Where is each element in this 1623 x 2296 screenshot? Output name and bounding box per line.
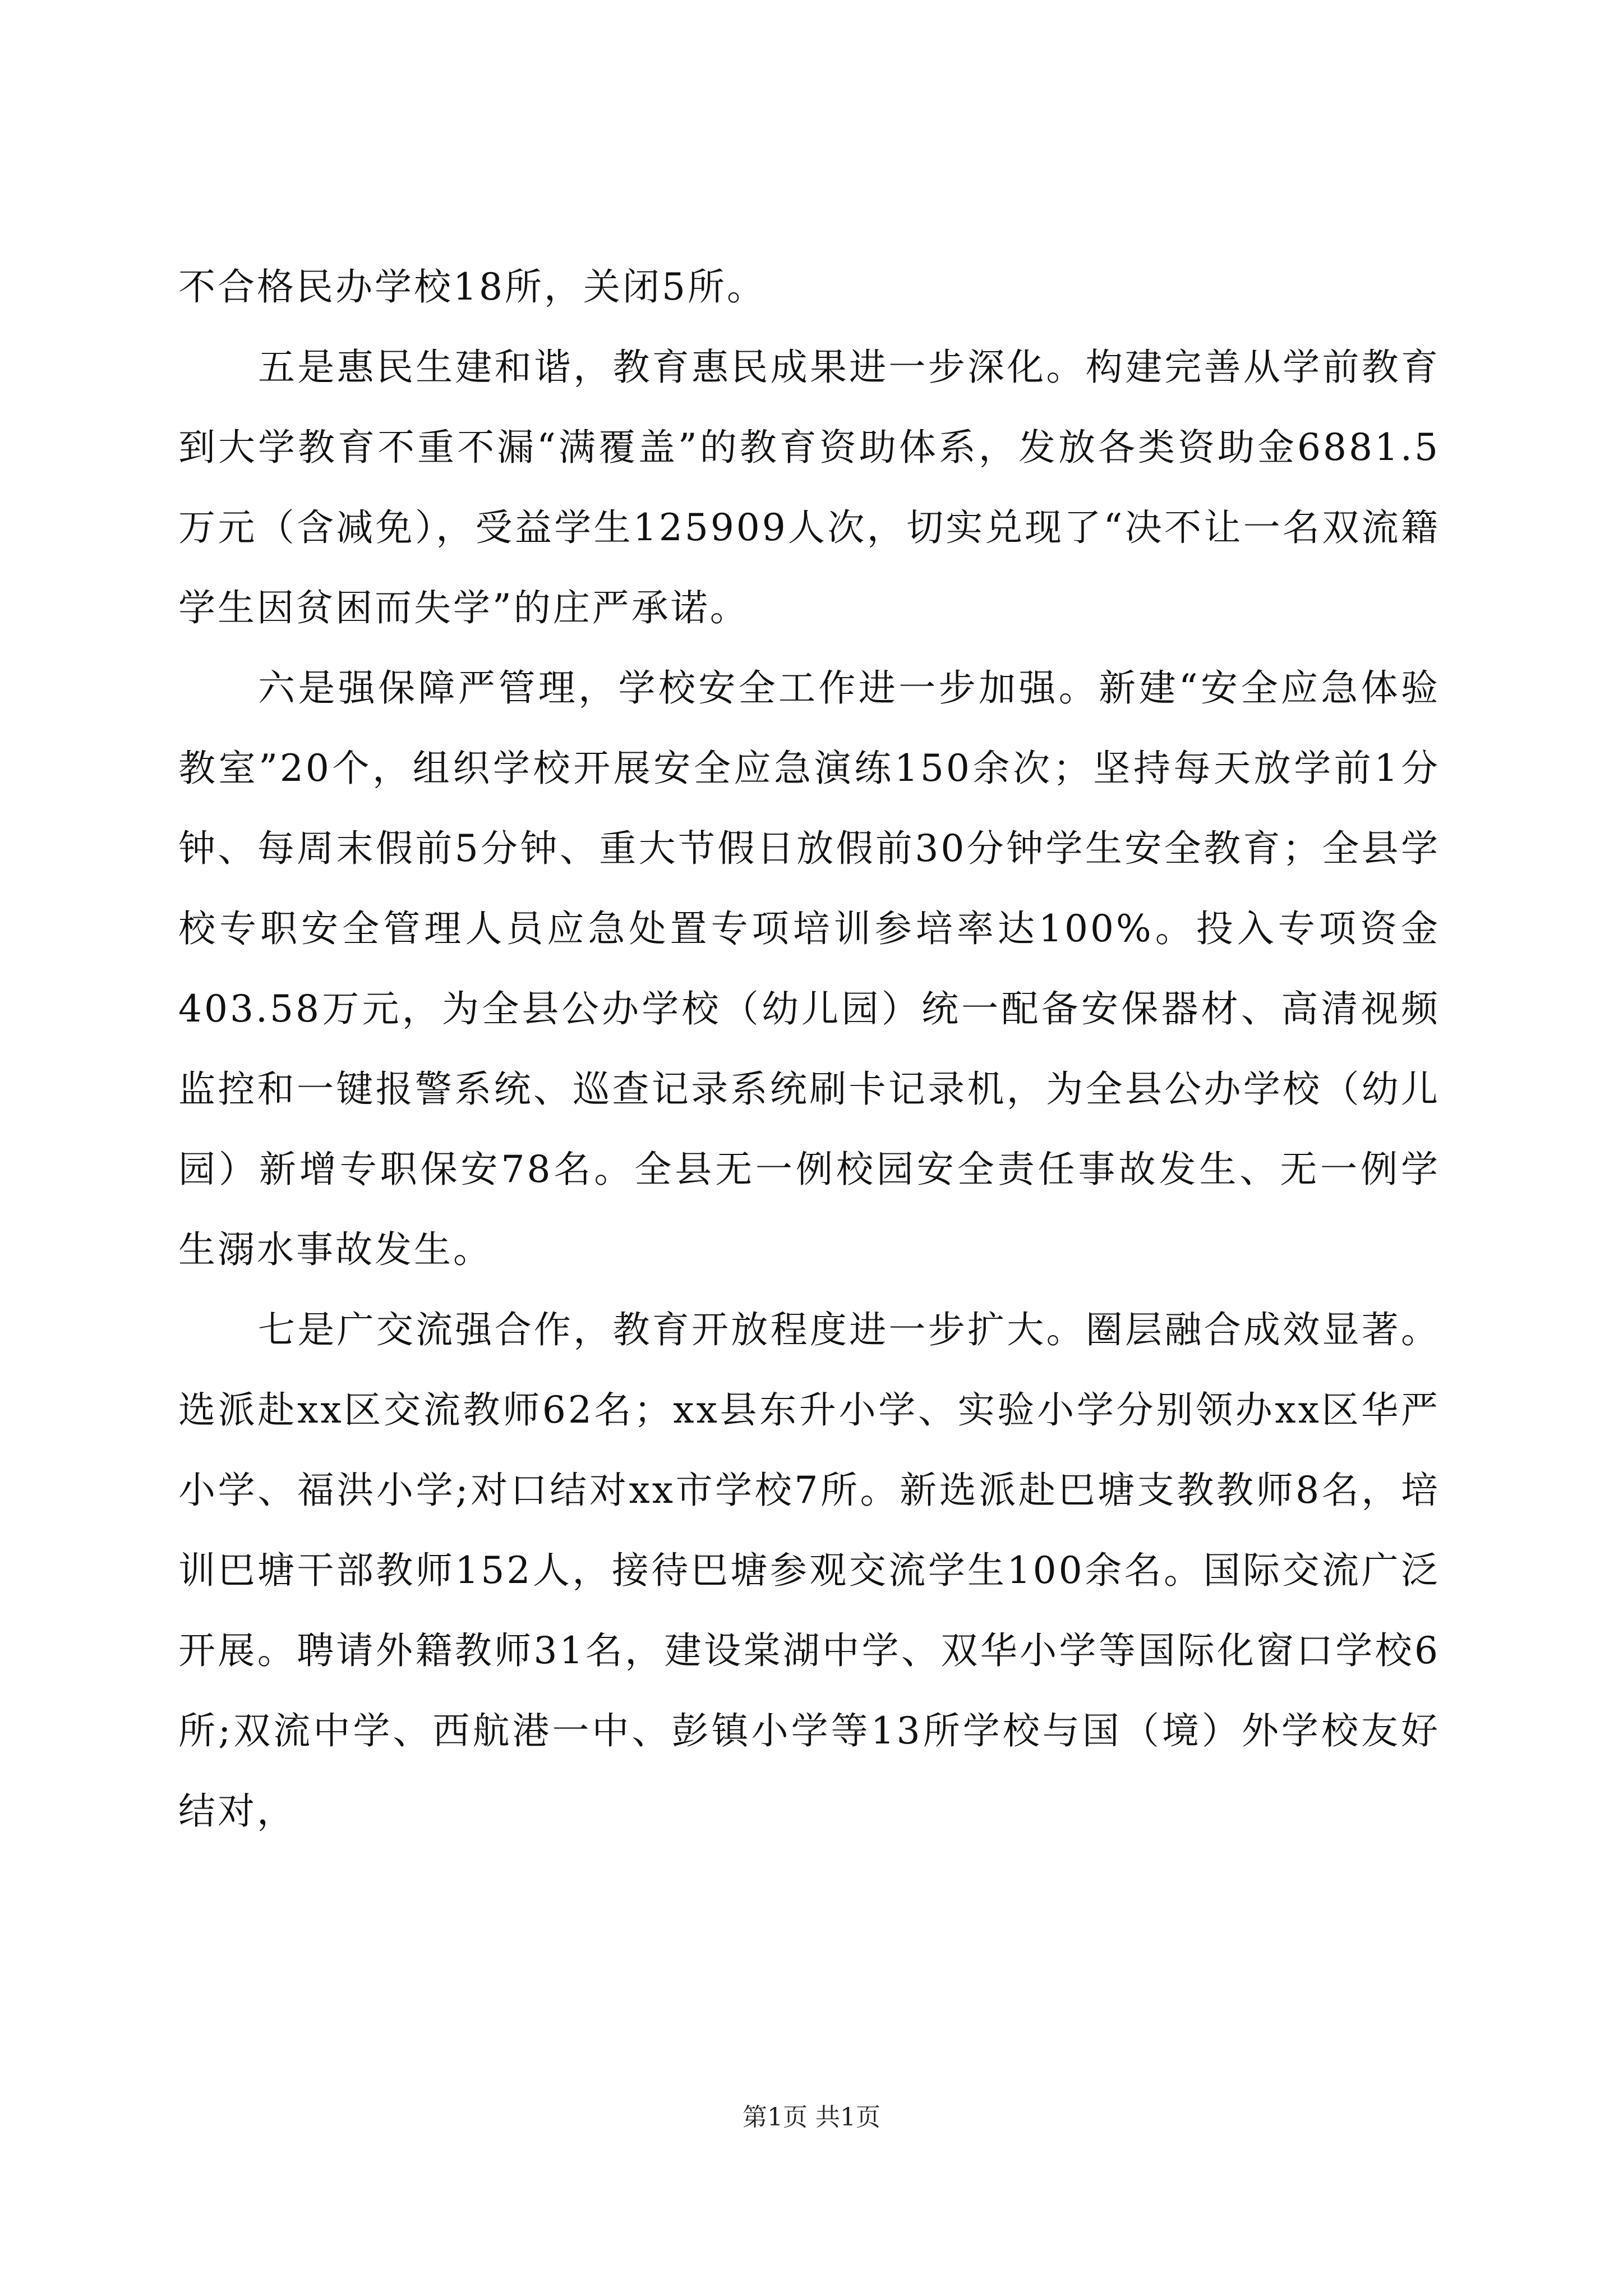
paragraph-continuation: 不合格民办学校18所，关闭5所。 [178,265,766,309]
body-text [178,247,1440,1851]
paragraph-item-five: 五是惠民生建和谐，教育惠民成果进一步深化。构建完善从学前教育到大学教育不重不漏“满覆盖”的教育资助体系，发放各类资助金6881.5万元（含减免），受益学生125909人次，切实兑现了“决不让一名双流籍学生因贫困而失学”的庄严承诺。 [178,346,1440,629]
page-footer: 第1页 共1页 [743,2103,880,2132]
paragraph-item-seven: 七是广交流强合作，教育开放程度进一步扩大。圈层融合成效显著。选派赴xx区交流教师62名；xx县东升小学、实验小学分别领办xx区华严小学、福洪小学;对口结对xx市学校7所。新选派赴巴塘支教教师8名，培训巴塘干部教师152人，接待巴塘参观交流学生100余名。国际交流广泛开展。聘请外籍教师31名，建设棠湖中学、双华小学等国际化窗口学校6所;双流中学、西航港一中、彭镇小学等13所学校与国（境）外学校友好结对， [178,1308,1440,1833]
paragraph-item-six: 六是强保障严管理，学校安全工作进一步加强。新建“安全应急体验教室”20个，组织学校开展安全应急演练150余次；坚持每天放学前1分钟、每周末假前5分钟、重大节假日放假前30分钟学生安全教育；全县学校专职安全管理人员应急处置专项培训参培率达100%。投入专项资金403.58万元，为全县公办学校（幼儿园）统一配备安保器材、高清视频监控和一键报警系统、巡查记录系统刷卡记录机，为全县公办学校（幼儿园）新增专职保安78名。全县无一例校园安全责任事故发生、无一例学生溺水事故发生。 [178,666,1440,1271]
